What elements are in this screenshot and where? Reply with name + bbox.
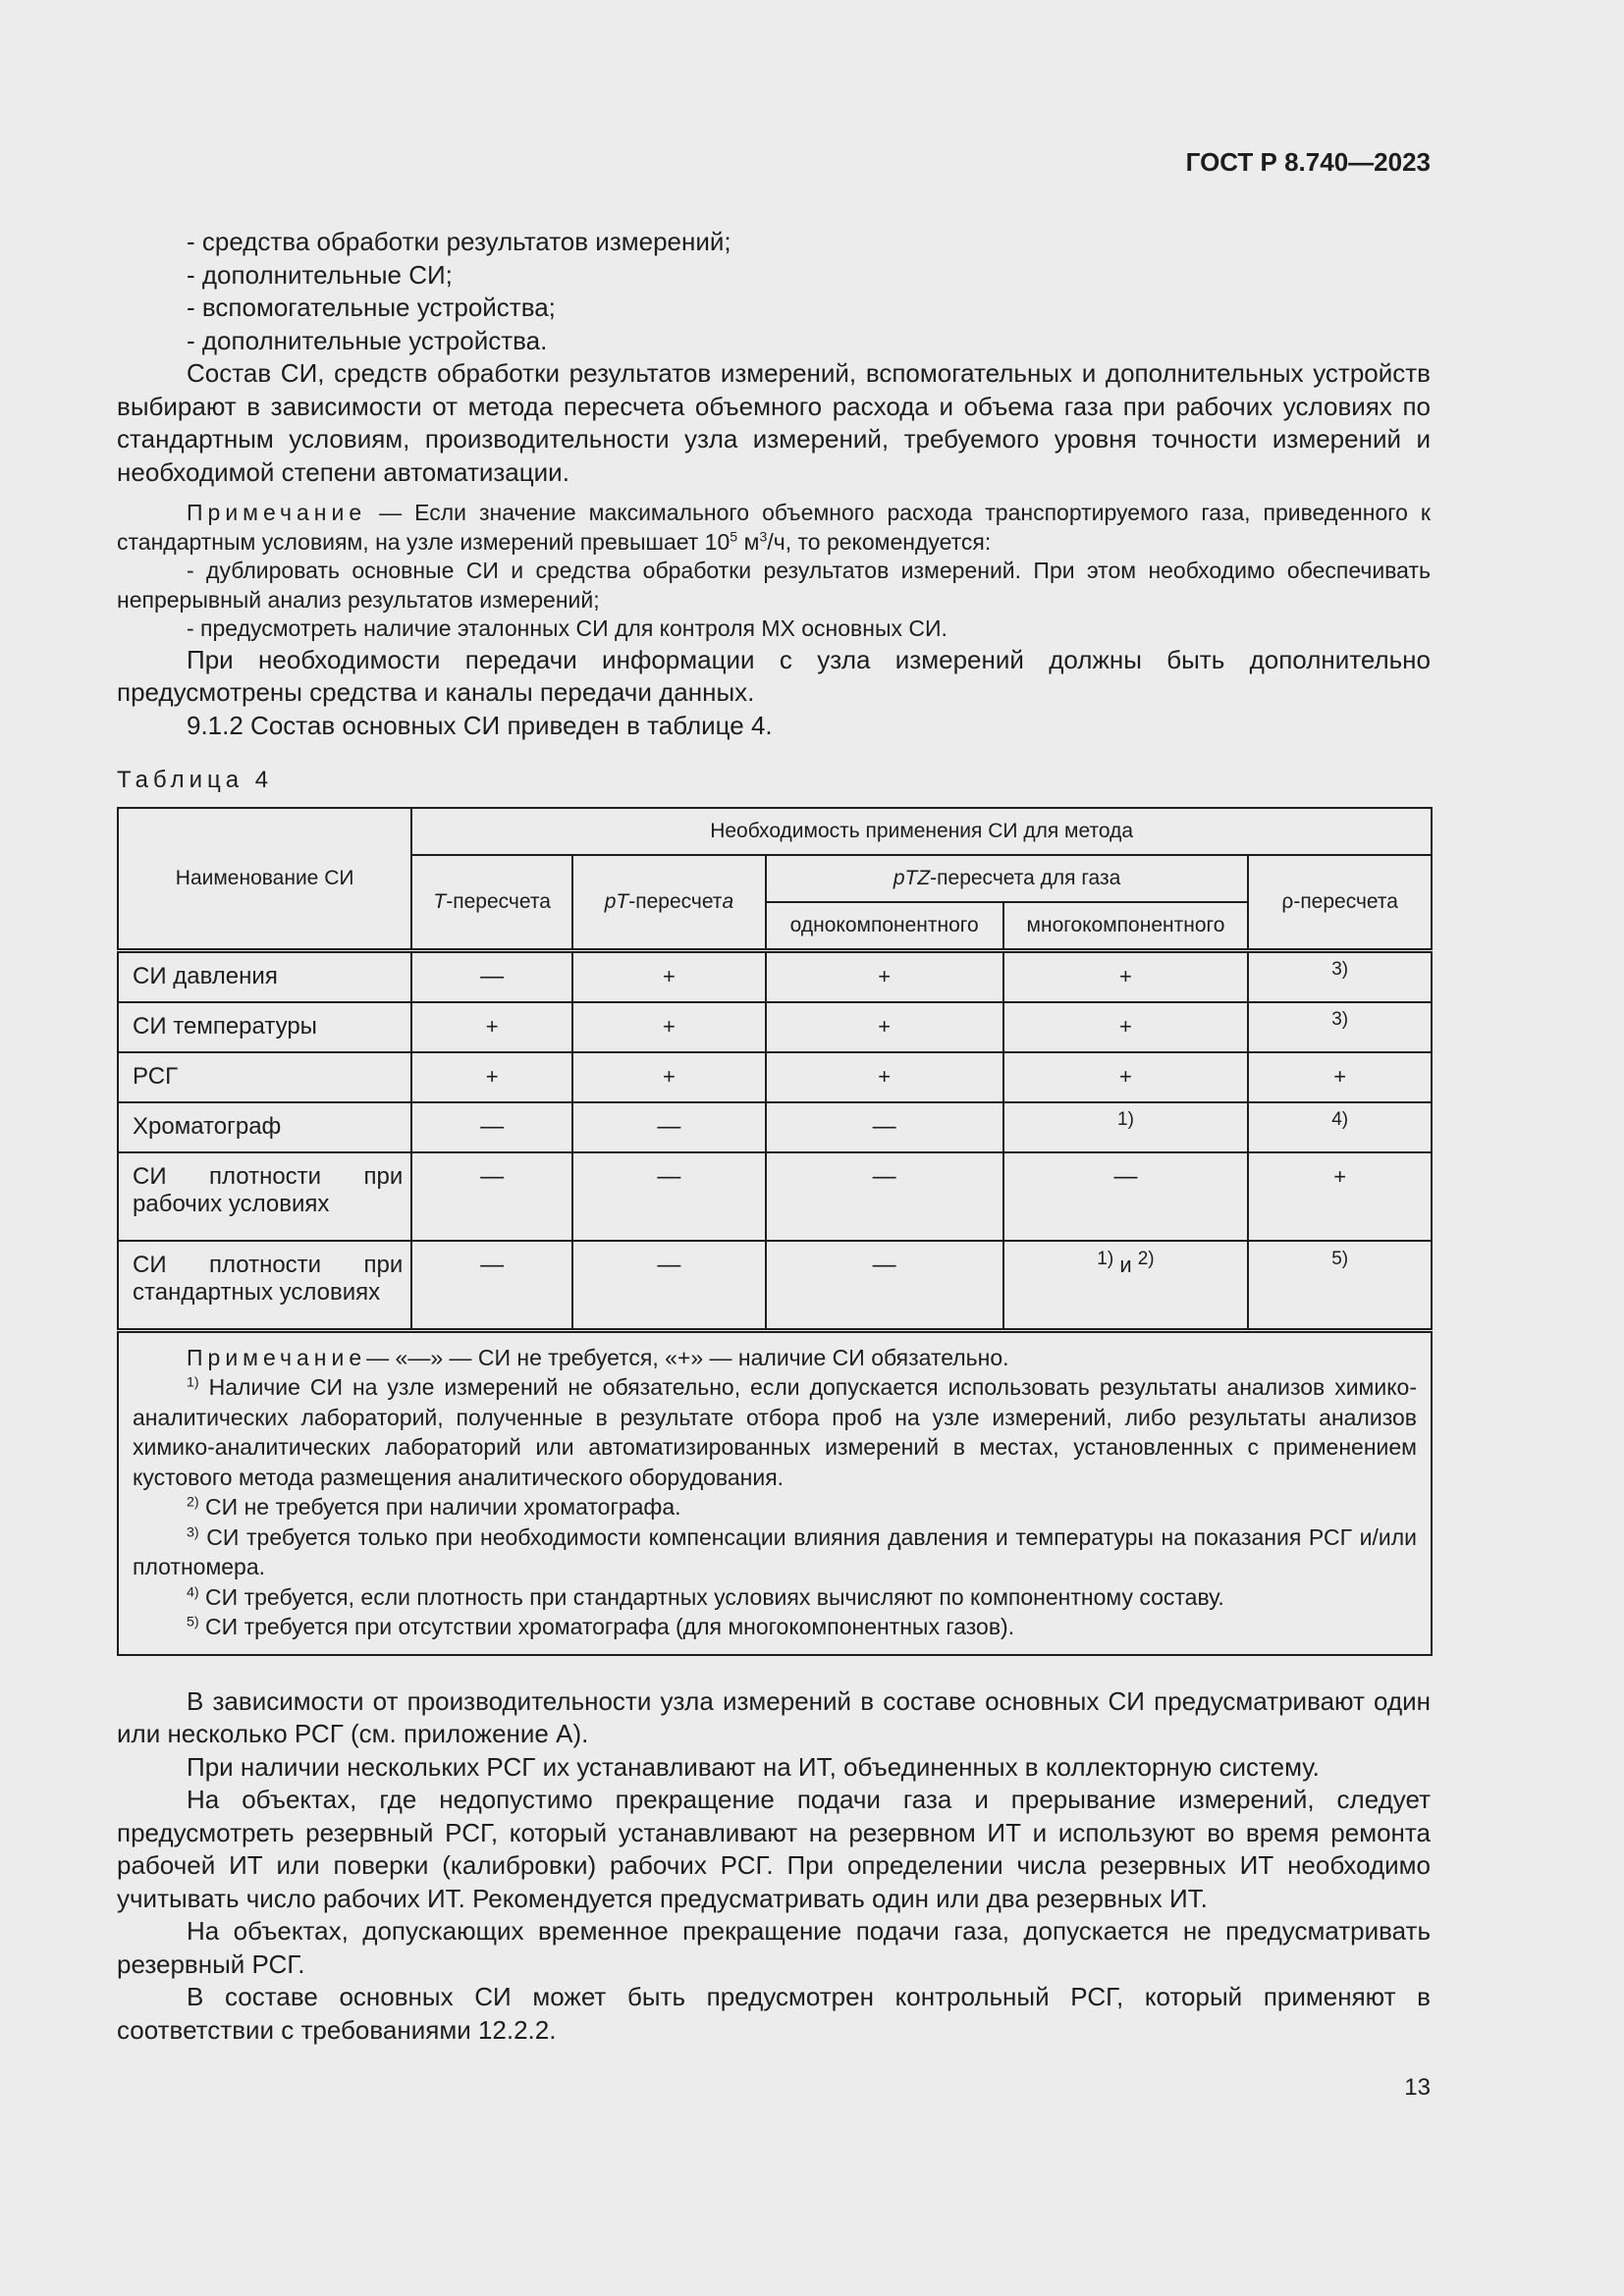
list-item: - вспомогательные устройства; bbox=[187, 293, 556, 322]
table-row bbox=[118, 950, 1432, 1002]
table-note-row bbox=[118, 1330, 1432, 1655]
cell: — bbox=[766, 1152, 1003, 1241]
table-row bbox=[118, 1102, 1432, 1152]
cell: 4) bbox=[1248, 1102, 1432, 1152]
cell: 5) bbox=[1248, 1241, 1432, 1331]
cell: + bbox=[1248, 1052, 1432, 1102]
cell: + bbox=[1003, 950, 1249, 1002]
table-row bbox=[118, 1241, 1432, 1331]
table-row bbox=[118, 1052, 1432, 1102]
row-name: РСГ bbox=[118, 1052, 411, 1102]
note-block bbox=[117, 499, 1431, 644]
cell: — bbox=[766, 1102, 1003, 1152]
header-ptz: pTZ-пересчета для газа bbox=[766, 855, 1249, 902]
header-single: однокомпонентного bbox=[766, 902, 1003, 951]
paragraph: В зависимости от производительности узла измерений в составе основных СИ предусматривают один или несколько РСГ (см. приложение А). bbox=[117, 1685, 1431, 1748]
cell: + bbox=[411, 1052, 572, 1102]
cell: — bbox=[1003, 1152, 1249, 1241]
note-text: Примечание — Если значение максимального объемного расхода транспортируемого газа, приведенного к стандартным условиям, на узле измерений превышает $10^5$ $м^3/ч$, то рекомендуется: bbox=[117, 500, 1431, 555]
cell: — bbox=[572, 1152, 766, 1241]
cell: 1) bbox=[1003, 1102, 1249, 1152]
cell: + bbox=[1248, 1152, 1432, 1241]
cell: + bbox=[572, 1052, 766, 1102]
list-item: - средства обработки результатов измерений; bbox=[187, 227, 731, 256]
cell: — bbox=[572, 1102, 766, 1152]
table-note: Примечание— «—» — СИ не требуется, «+» — наличие СИ обязательно. $^{1)}$ Наличие СИ на узле измерений не обязательно, если допускается использовать результаты анализов химико-аналитических лабораторий, полученные в результате отбора проб на узле измерений, либо результаты анализов химико-аналитических лабораторий или автоматизированных измерений в местах, установленных с применением кустового метода размещения аналитического оборудования. $^{2)}$ СИ не требуется при наличии хроматографа. $^{3)}$ СИ требуется только при необходимости компенсации влияния давления и температуры на показания РСГ и/или плотномера. $^{4)}$ СИ требуется, если плотность при стандартных условиях вычисляют по компонентному составу. $^{5)}$ СИ требуется при отсутствии хроматографа (для многокомпонентных газов). bbox=[118, 1330, 1432, 1655]
cell: 1) и 2) bbox=[1003, 1241, 1249, 1331]
cell: + bbox=[411, 1002, 572, 1052]
page-number: 13 bbox=[1404, 2074, 1431, 2101]
paragraph: На объектах, где недопустимо прекращение подачи газа и прерывание измерений, следует предусмотреть резервный РСГ, который устанавливают на резервном ИТ и используют во время ремонта рабочей ИТ или поверки (калибровки) рабочих РСГ. При определении числа резервных ИТ необходимо учитывать число рабочих ИТ. Рекомендуется предусматривать один или два резервных ИТ. bbox=[117, 1785, 1431, 1913]
cell: — bbox=[572, 1241, 766, 1331]
header-rho: ρ-пересчета bbox=[1248, 855, 1432, 951]
list-item: - дополнительные СИ; bbox=[187, 259, 453, 290]
table-header-row bbox=[118, 808, 1432, 855]
cell: — bbox=[411, 1241, 572, 1331]
note-label: Примечание bbox=[187, 500, 367, 525]
table-4 bbox=[117, 807, 1433, 1656]
page-body bbox=[117, 226, 1431, 2047]
row-name: Хроматограф bbox=[118, 1102, 411, 1152]
paragraph: В составе основных СИ может быть предусмотрен контрольный РСГ, который применяют в соответствии с требованиями 12.2.2. bbox=[117, 1982, 1431, 2045]
note-list-item: - дублировать основные СИ и средства обработки результатов измерений. При этом необходимо обеспечивать непрерывный анализ результатов измерений; bbox=[117, 558, 1431, 613]
cell: + bbox=[1003, 1052, 1249, 1102]
table-caption: Таблица 4 bbox=[117, 767, 274, 793]
cell: — bbox=[766, 1241, 1003, 1331]
standard-id-header: ГОСТ Р 8.740—2023 bbox=[1185, 147, 1431, 177]
note-list-item: - предусмотреть наличие эталонных СИ для контроля МХ основных СИ. bbox=[187, 615, 947, 641]
header-multi: многокомпонентного bbox=[1003, 902, 1249, 951]
paragraph-composition: Состав СИ, средств обработки результатов измерений, вспомогательных и дополнительных устройств выбирают в зависимости от метода пересчета объемного расхода и объема газа при рабочих условиях по стандартным условиям, производительности узла измерений, требуемого уровня точности измерений и необходимой степени автоматизации. bbox=[117, 358, 1431, 487]
header-name: Наименование СИ bbox=[118, 808, 411, 951]
header-pt: pT-пересчета bbox=[572, 855, 766, 951]
cell: + bbox=[766, 950, 1003, 1002]
table-row bbox=[118, 1152, 1432, 1241]
table-row bbox=[118, 1002, 1432, 1052]
row-name: СИ плотности при рабочих условиях bbox=[118, 1152, 411, 1241]
row-name: СИ плотности при стандартных условиях bbox=[118, 1241, 411, 1331]
cell: 3) bbox=[1248, 950, 1432, 1002]
header-t: T-пересчета bbox=[411, 855, 572, 951]
cell: + bbox=[1003, 1002, 1249, 1052]
paragraph-9-1-2: 9.1.2 Состав основных СИ приведен в таблице 4. bbox=[187, 710, 773, 740]
paragraph-transmission: При необходимости передачи информации с узла измерений должны быть дополнительно предусмотрены средства и каналы передачи данных. bbox=[117, 644, 1431, 707]
row-name: СИ давления bbox=[118, 950, 411, 1002]
cell: — bbox=[411, 950, 572, 1002]
row-name: СИ температуры bbox=[118, 1002, 411, 1052]
paragraph: На объектах, допускающих временное прекращение подачи газа, допускается не предусматривать резервный РСГ. bbox=[117, 1916, 1431, 1979]
cell: + bbox=[766, 1052, 1003, 1102]
list-item: - дополнительные устройства. bbox=[187, 325, 548, 355]
cell: — bbox=[411, 1102, 572, 1152]
cell: — bbox=[411, 1152, 572, 1241]
cell: + bbox=[572, 950, 766, 1002]
cell: + bbox=[572, 1002, 766, 1052]
cell: 3) bbox=[1248, 1002, 1432, 1052]
header-group: Необходимость применения СИ для метода bbox=[411, 808, 1432, 855]
cell: + bbox=[766, 1002, 1003, 1052]
paragraph: При наличии нескольких РСГ их устанавливают на ИТ, объединенных в коллекторную систему. bbox=[187, 1751, 1320, 1782]
